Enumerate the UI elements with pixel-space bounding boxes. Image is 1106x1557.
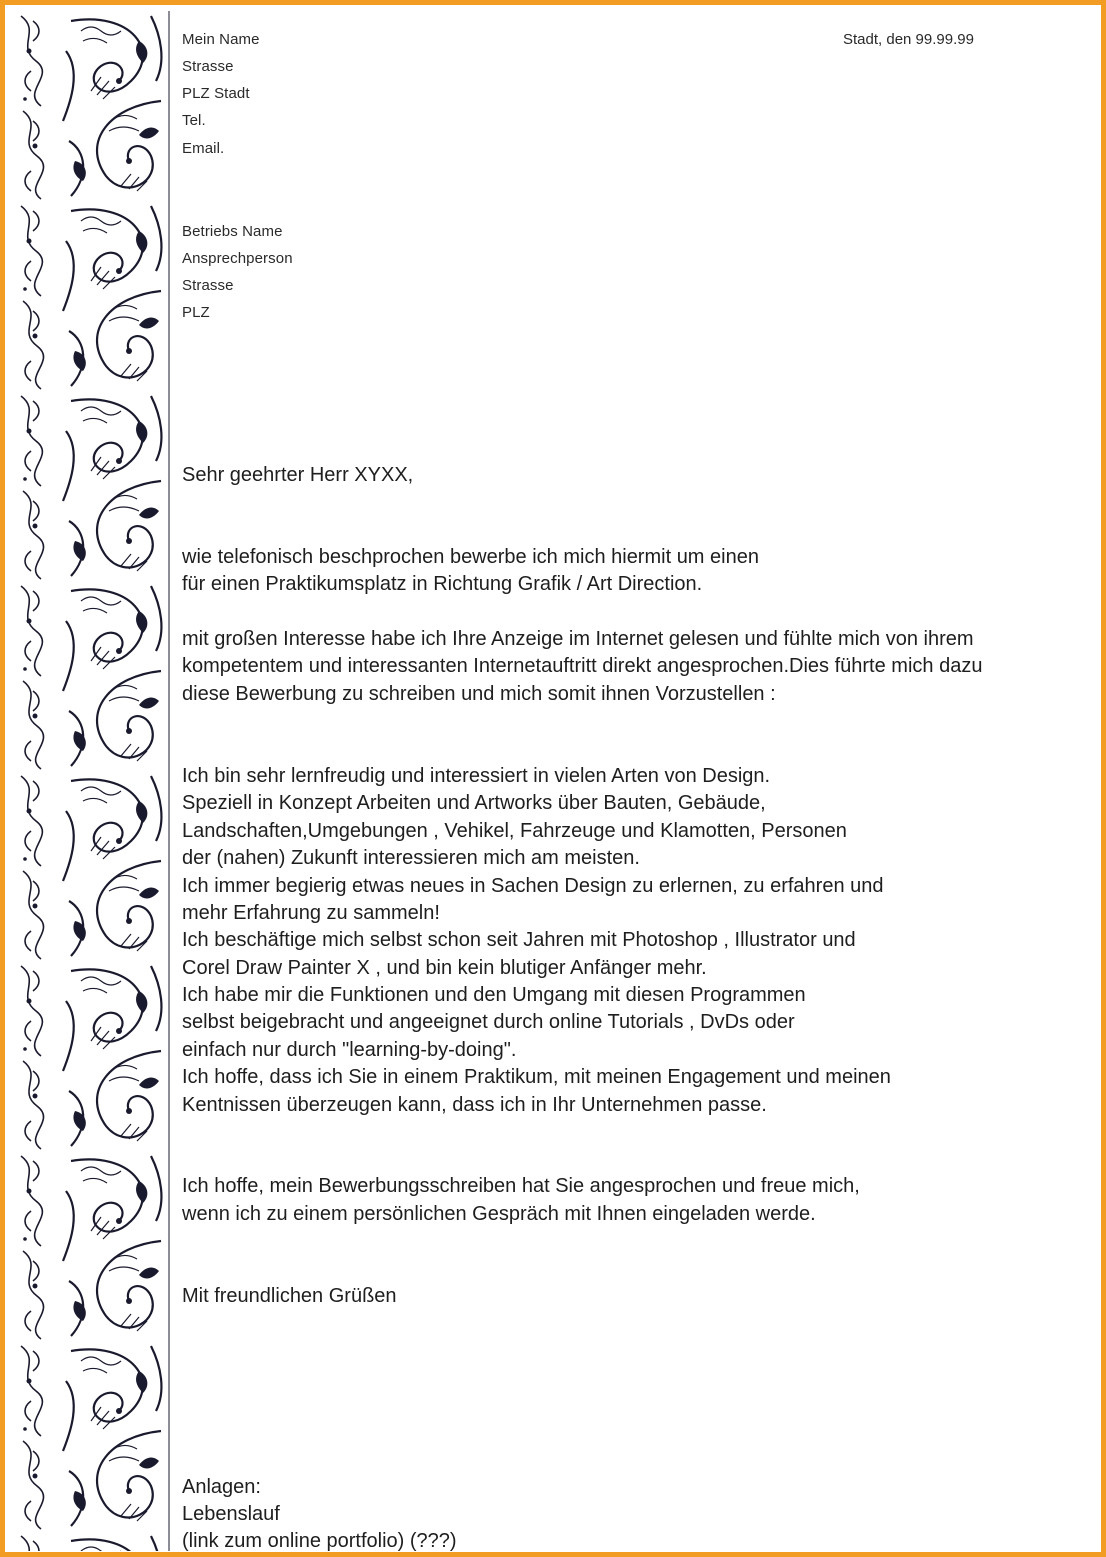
ornament-border — [11, 11, 171, 1551]
sender-street: Strasse — [182, 58, 234, 75]
closing: Mit freundlichen Grüßen — [182, 1285, 397, 1307]
recipient-zip: PLZ — [182, 304, 210, 321]
recipient-street: Strasse — [182, 277, 234, 294]
sender-name: Mein Name — [182, 31, 260, 48]
attachment-item: Lebenslauf — [182, 1503, 280, 1525]
paragraph-line: Landschaften,Umgebungen , Vehikel, Fahrzeuge und Klamotten, Personen — [182, 820, 847, 842]
recipient-contact: Ansprechperson — [182, 250, 293, 267]
sender-phone: Tel. — [182, 112, 206, 129]
paragraph-line: der (nahen) Zukunft interessieren mich am meisten. — [182, 847, 640, 869]
paragraph-line: diese Bewerbung zu schreiben und mich somit ihnen Vorzustellen : — [182, 683, 776, 705]
paragraph-line: Ich hoffe, mein Bewerbungsschreiben hat Sie angesprochen und freue mich, — [182, 1175, 860, 1197]
paragraph-line: wenn ich zu einem persönlichen Gespräch mit Ihnen eingeladen werde. — [182, 1203, 816, 1225]
paragraph-line: für einen Praktikumsplatz in Richtung Grafik / Art Direction. — [182, 573, 703, 595]
paragraph-line: mehr Erfahrung zu sammeln! — [182, 902, 440, 924]
paragraph-line: mit großen Interesse habe ich Ihre Anzeige im Internet gelesen und fühlte mich von ihrem — [182, 628, 974, 650]
paragraph-line: Corel Draw Painter X , und bin kein blutiger Anfänger mehr. — [182, 957, 707, 979]
paragraph-line: Speziell in Konzept Arbeiten und Artworks über Bauten, Gebäude, — [182, 792, 766, 814]
paragraph-line: kompetentem und interessanten Internetauftritt direkt angesprochen.Dies führte mich dazu — [182, 655, 983, 677]
sender-city: PLZ Stadt — [182, 85, 250, 102]
paragraph-line: selbst beigebracht und angeeignet durch online Tutorials , DvDs oder — [182, 1011, 795, 1033]
recipient-company: Betriebs Name — [182, 223, 283, 240]
letter-date: Stadt, den 99.99.99 — [843, 31, 974, 48]
paragraph-line: Ich habe mir die Funktionen und den Umgang mit diesen Programmen — [182, 984, 806, 1006]
sender-email: Email. — [182, 140, 225, 157]
paragraph-line: Ich immer begierig etwas neues in Sachen Design zu erlernen, zu erfahren und — [182, 875, 884, 897]
paragraph-line: Ich hoffe, dass ich Sie in einem Praktikum, mit meinen Engagement und meinen — [182, 1066, 891, 1088]
paragraph-line: Kentnissen überzeugen kann, dass ich in Ihr Unternehmen passe. — [182, 1094, 767, 1116]
attachments-heading: Anlagen: — [182, 1476, 261, 1498]
salutation: Sehr geehrter Herr XYXX, — [182, 464, 414, 486]
paragraph-line: Ich bin sehr lernfreudig und interessiert in vielen Arten von Design. — [182, 765, 771, 787]
paragraph-line: wie telefonisch beschprochen bewerbe ich mich hiermit um einen — [182, 546, 759, 568]
paragraph-line: Ich beschäftige mich selbst schon seit Jahren mit Photoshop , Illustrator und — [182, 929, 856, 951]
paragraph-line: einfach nur durch "learning-by-doing". — [182, 1039, 517, 1061]
attachment-item: (link zum online portfolio) (???) — [182, 1530, 457, 1552]
